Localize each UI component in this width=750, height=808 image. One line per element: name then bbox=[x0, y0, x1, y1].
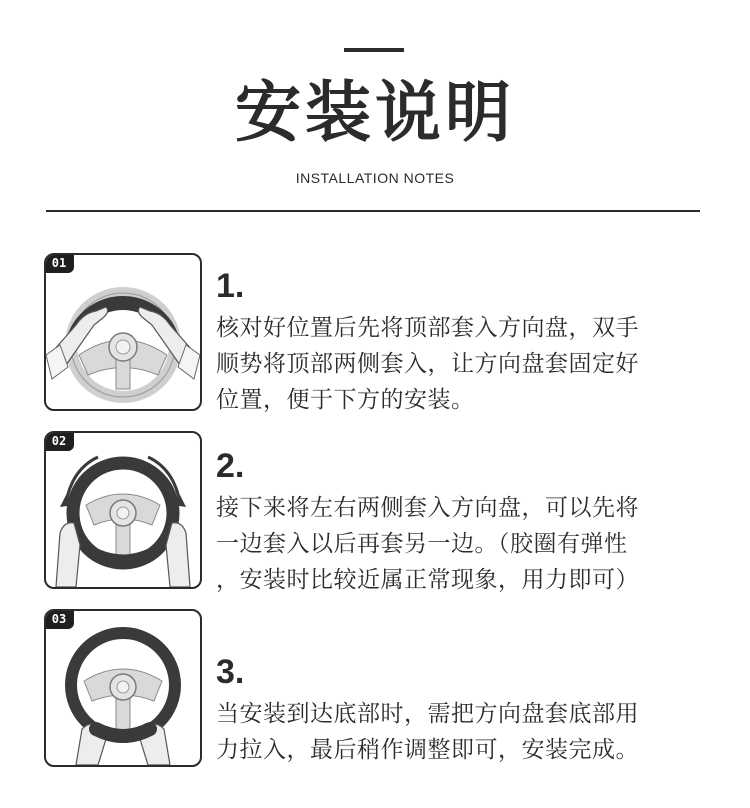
steering-wheel-bottom-cover-icon bbox=[46, 611, 200, 765]
page-title: 安装说明 bbox=[235, 74, 515, 151]
step-1-text: 核对好位置后先将顶部套入方向盘，双手 顺势将顶部两侧套入，让方向盘套固定好 位置，便于下方的安装。 bbox=[216, 315, 639, 413]
step-3-number: 3. bbox=[216, 653, 245, 691]
step-3-text: 当安装到达底部时，需把方向盘套底部用 力拉入，最后稍作调整即可，安装完成。 bbox=[216, 701, 639, 763]
step-3-badge: 03 bbox=[44, 609, 74, 629]
step-1-badge: 01 bbox=[44, 253, 74, 273]
header-divider bbox=[46, 210, 700, 212]
title-dash bbox=[344, 48, 404, 52]
step-2-illustration bbox=[44, 431, 202, 589]
step-1-number: 1. bbox=[216, 267, 245, 305]
steering-wheel-side-cover-icon bbox=[46, 433, 200, 587]
step-2-text: 接下来将左右两侧套入方向盘，可以先将 一边套入以后再套另一边。（胶圈有弹性 ，安装时比较近属正常现象，用力即可） bbox=[216, 495, 639, 593]
page-subtitle: INSTALLATION NOTES bbox=[295, 170, 455, 186]
step-2-badge: 02 bbox=[44, 431, 74, 451]
step-1-illustration bbox=[44, 253, 202, 411]
step-2-number: 2. bbox=[216, 447, 245, 485]
step-3-illustration bbox=[44, 609, 202, 767]
steering-wheel-top-cover-icon bbox=[46, 255, 200, 409]
